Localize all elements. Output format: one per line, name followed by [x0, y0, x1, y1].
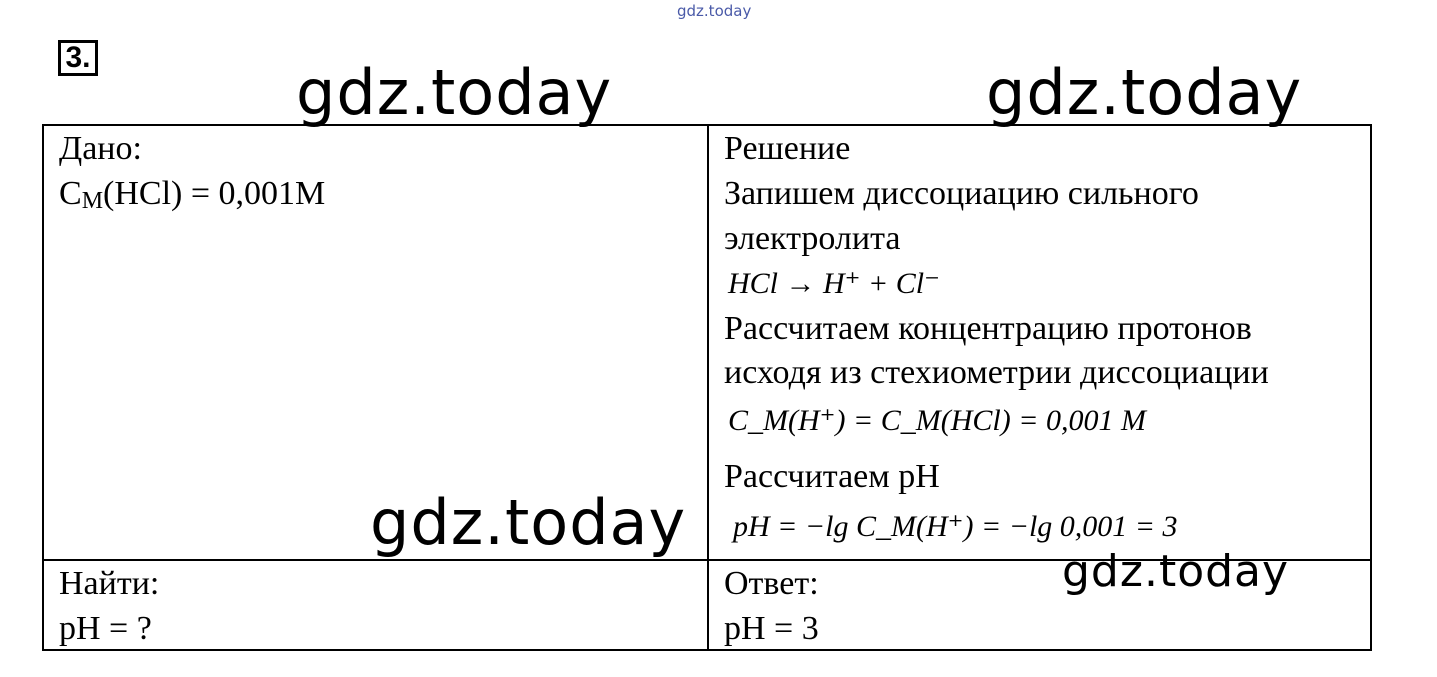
solution-text: электролита	[724, 220, 901, 257]
watermark-top: gdz.today	[677, 2, 752, 20]
dissociation-equation: HCl → H⁺ + Cl⁻	[728, 267, 940, 300]
find-value: pH = ?	[59, 610, 152, 647]
solution-text: Рассчитаем концентрацию протонов	[724, 310, 1252, 347]
concentration-equation: C_M(H⁺) = C_M(HCl) = 0,001 M	[728, 404, 1146, 437]
watermark: gdz.today	[1062, 546, 1290, 597]
given-label: Дано:	[59, 130, 142, 167]
solution-text: исходя из стехиометрии диссоциации	[724, 354, 1269, 391]
watermark: gdz.today	[296, 56, 613, 129]
answer-label: Ответ:	[724, 565, 819, 602]
given-value: CM(HCl) = 0,001M	[59, 175, 326, 214]
watermark: gdz.today	[370, 486, 687, 559]
solution-text: Рассчитаем pH	[724, 458, 940, 495]
solution-text: Запишем диссоциацию сильного	[724, 175, 1199, 212]
watermark: gdz.today	[986, 56, 1303, 129]
answer-value: pH = 3	[724, 610, 819, 647]
table-divider-vertical	[707, 124, 709, 651]
solution-title: Решение	[724, 130, 851, 167]
ph-equation: pH = −lg C_M(H⁺) = −lg 0,001 = 3	[733, 510, 1178, 543]
problem-number: 3.	[58, 40, 98, 76]
find-label: Найти:	[59, 565, 160, 602]
